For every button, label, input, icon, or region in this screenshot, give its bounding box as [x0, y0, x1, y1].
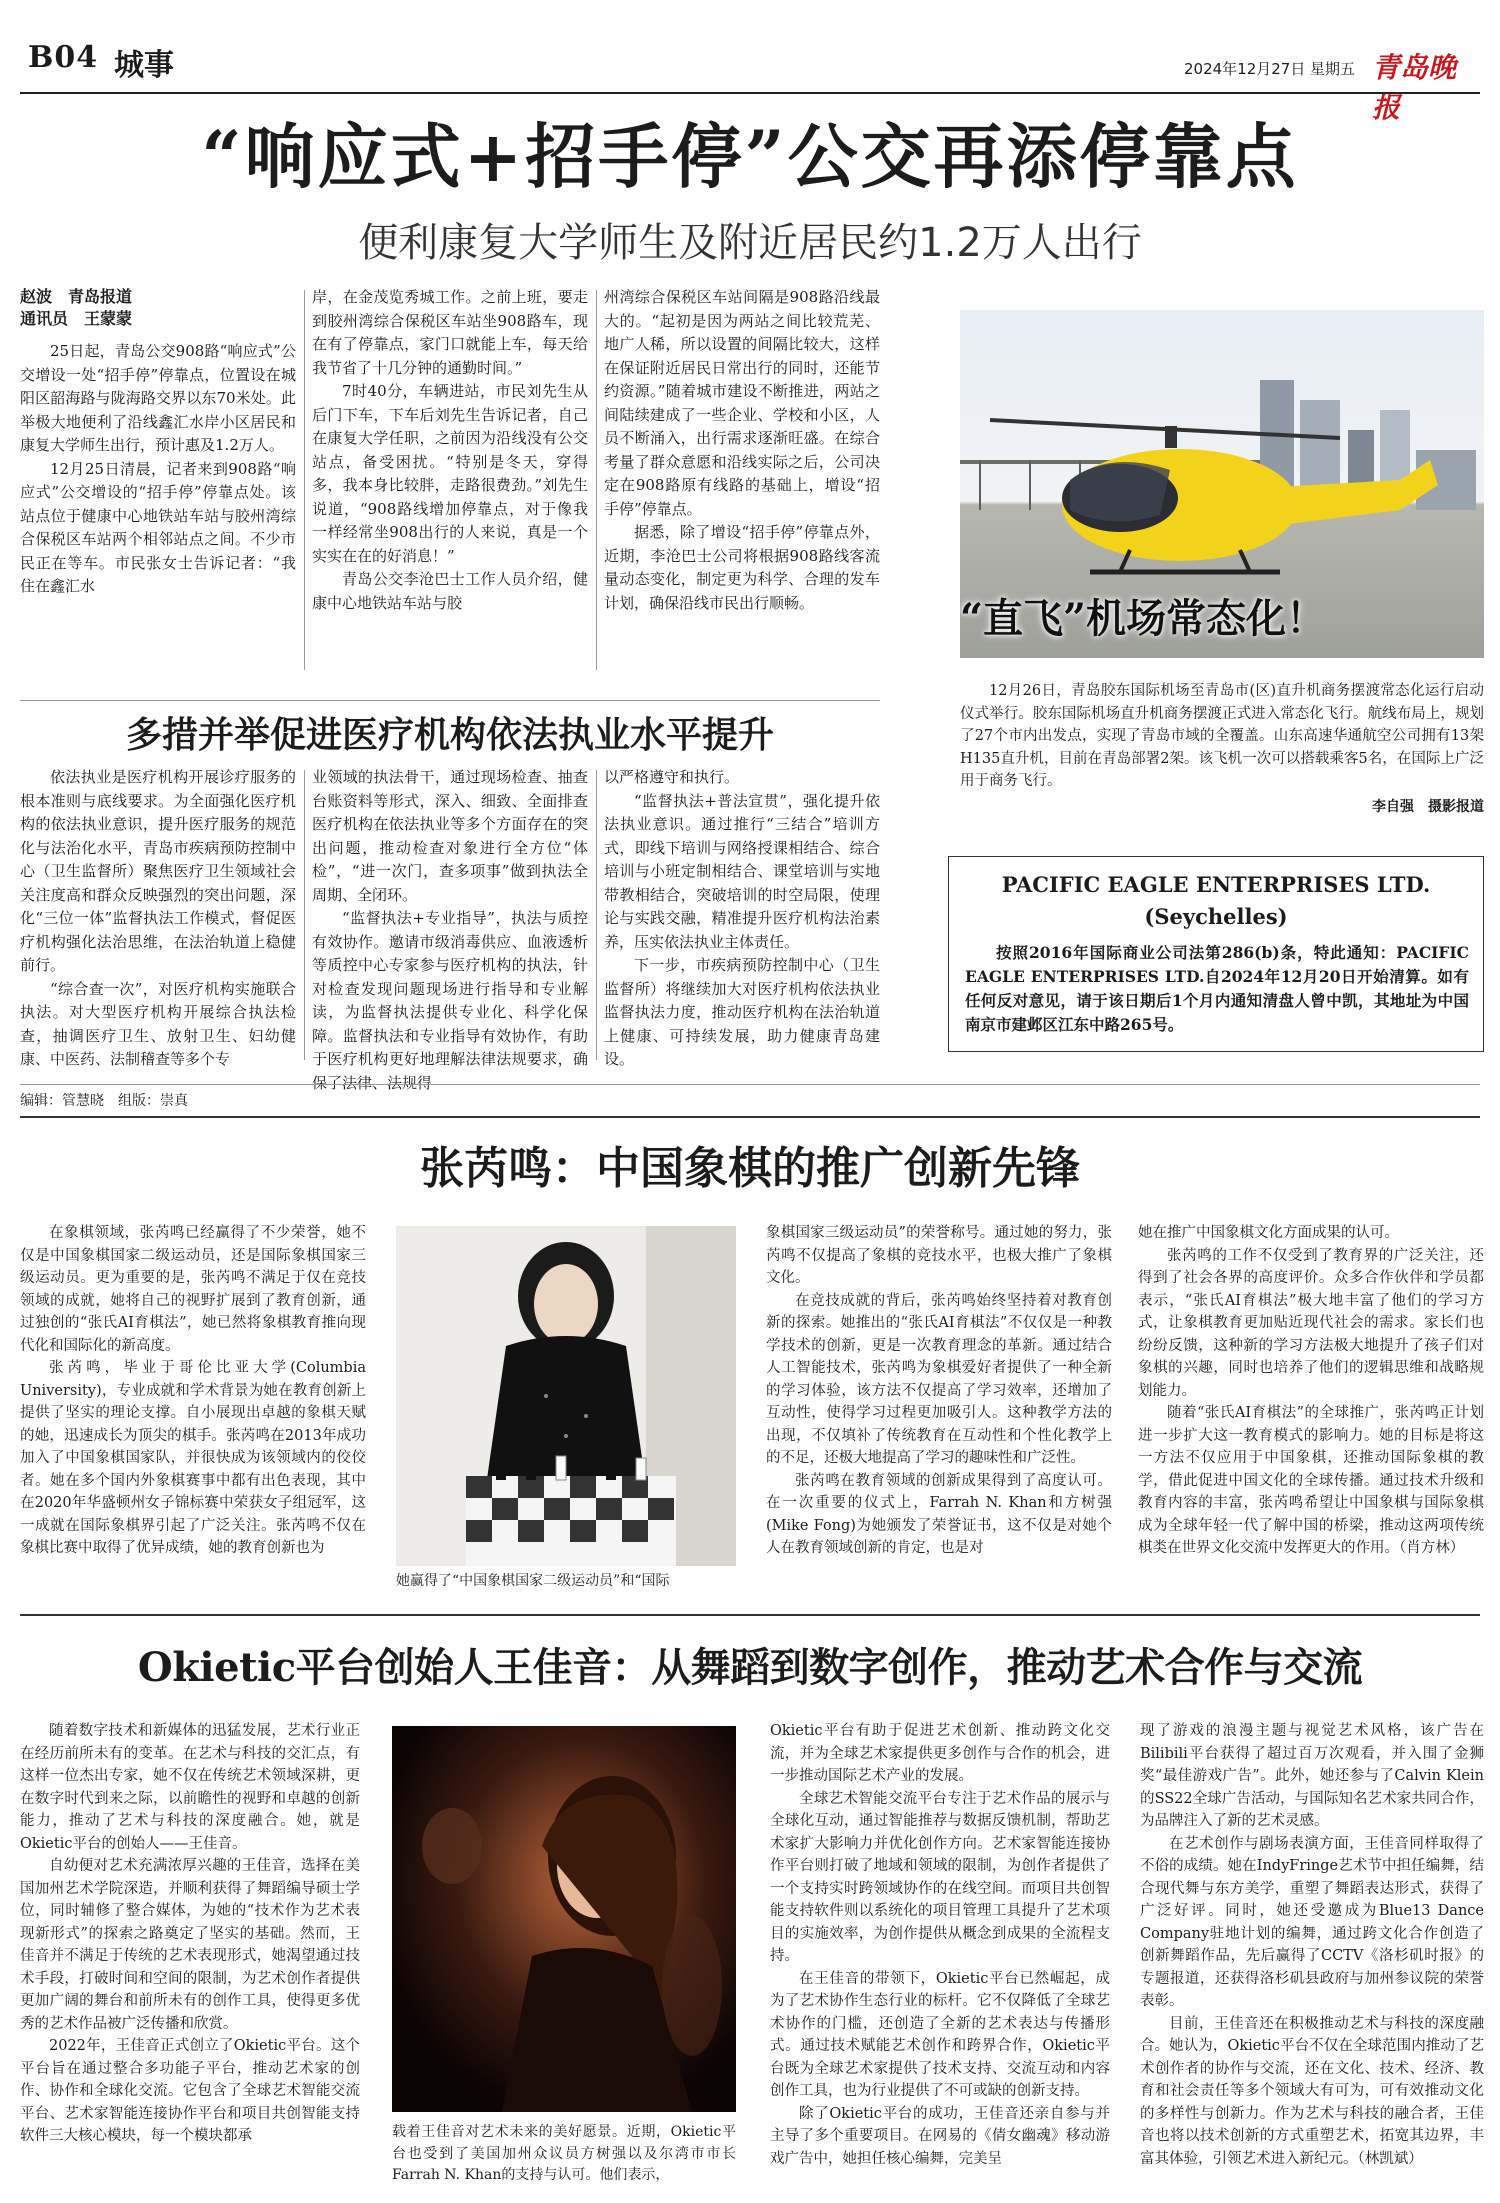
section-rule — [20, 1614, 1480, 1616]
issue-weekday: 星期五 — [1310, 60, 1356, 78]
notice-country: (Seychelles) — [1144, 904, 1288, 929]
story1-byline-reporter: 赵波 青岛报道 — [20, 287, 133, 306]
story3-col3 — [1138, 1222, 1484, 1594]
story1-paragraph: 12月25日清晨，记者来到908路“响应式”公交增设的“招手停”停靠点处。该站点位于健康中心地铁站车站与胶州湾综合保税区车站两个相邻站点之间。不少市民正在等车。市民张女士告诉记者：“我住在鑫汇水 — [20, 459, 296, 595]
page-code: B04 — [28, 40, 99, 75]
story2-paragraph: 以严格遵守和执行。 — [604, 768, 740, 786]
story1-paragraph: 据悉，除了增设“招手停”停靠点外，近期，李沧巴士公司将根据908路线客流量动态变化，制定更为科学、合理的发车计划，确保沿线市民出行顺畅。 — [604, 523, 880, 612]
story4-col2 — [770, 1720, 1110, 2190]
helicopter-photo — [960, 310, 1484, 658]
helicopter-caption: 12月26日，青岛胶东国际机场至青岛市(区)直升机商务摆渡常态化运行启动仪式举行。胶东国际机场直升机商务摆渡正式进入常态化飞行。航线布局上，规划了27个市内出发点，实现了青岛市域的全覆盖。山东高速华通航空公司拥有13架H135直升机，目前在青岛部署2架。该飞机一次可以搭载乘客5名，在国际上广泛用于商务飞行。 — [960, 683, 1484, 789]
story3-paragraph: 张芮鸣的工作不仅受到了教育界的广泛关注，还得到了社会各界的高度评价。众多合作伙伴和学员都表示，“张氏AI育棋法”极大地丰富了他们的学习方式，让象棋教育更加贴近现代社会的需求。家长们也纷纷反馈，这种新的学习方法极大地提升了孩子们对象棋的兴趣，同时也培养了他们的逻辑思维和战略规划能力。 — [1138, 1247, 1484, 1399]
story1-byline-correspondent: 通讯员 王蒙蒙 — [20, 309, 133, 328]
story2-headline: 多措并举促进医疗机构依法执业水平提升 — [125, 714, 774, 756]
column-divider — [304, 290, 305, 670]
story4-paragraph: 全球艺术智能交流平台专注于艺术作品的展示与全球化互动，通过智能推荐与数据反馈机制，帮助艺术家扩大影响力并优化创作方向。艺术家智能连接协作平台则打破了地域和领域的限制，为创作者提供了一个支持实时跨领域协作的在线空间。而项目共创智能支持软件则以系统化的项目管理工具提升了艺术项目的实施效率，为创作提供从概念到成果的全流程支持。 — [770, 1790, 1110, 1964]
story4-col1 — [20, 1720, 360, 2190]
chess-player-photo — [396, 1226, 736, 1566]
story1-subheadline: 便利康复大学师生及附近居民约1.2万人出行 — [358, 220, 1142, 266]
story4-paragraph: Okietic平台有助于促进艺术创新、推动跨文化交流，并为全球艺术家提供更多创作与合作的机会，进一步推动国际艺术产业的发展。 — [770, 1723, 1110, 1784]
section-rule — [20, 700, 880, 701]
story2-paragraph: “综合查一次”，对医疗机构实施联合执法。对大型医疗机构开展综合执法检查，抽调医疗卫生、放射卫生、妇幼健康、中医药、法制稽查等多个专 — [20, 979, 296, 1068]
story4-paragraph: 除了Okietic平台的成功，王佳音还亲自参与并主导了多个重要项目。在网易的《倩女幽魂》移动游戏广告中，她担任核心编舞，完美呈 — [770, 2105, 1110, 2167]
story4-paragraph: 现了游戏的浪漫主题与视觉艺术风格，该广告在Bilibili平台获得了超过百万次观看，并入围了金狮奖“最佳游戏广告”。此外，她还参与了Calvin Klein的SS22全球广告活动，与国际知名艺术家共同合作，为品牌注入了新的艺术灵感。 — [1140, 1723, 1484, 1829]
story3-col2 — [766, 1222, 1112, 1594]
story2-paragraph: 依法执业是医疗机构开展诊疗服务的根本准则与底线要求。为全面强化医疗机构的依法执业意识，提升医疗服务的规范化与法治化水平，青岛市疾病预防控制中心（卫生监督所）聚焦医疗卫生领域社会关注度高和群众反映强烈的突出问题，深化“三位一体”监督执法工作模式，督促医疗机构强化法治思维，在法治轨道上稳健前行。 — [20, 768, 296, 974]
story4-paragraph: 自幼便对艺术充满浓厚兴趣的王佳音，选择在美国加州艺术学院深造，并顺利获得了舞蹈编导硕士学位，同时辅修了整合媒体，为她的“技术作为艺术表现新形式”的探索之路奠定了坚实的基础。然而，王佳音并不满足于传统的艺术表现形式，她渴望通过技术手段，打破时间和空间的限制，为艺术创作者提供更加广阔的舞台和前所未有的创作工具，使得更多优秀的艺术作品被广泛传播和欣赏。 — [20, 1858, 360, 2032]
story3-headline: 张芮鸣：中国象棋的推广创新先锋 — [420, 1143, 1080, 1194]
notice-company: PACIFIC EAGLE ENTERPRISES LTD. — [1001, 872, 1431, 897]
story3-paragraph: 张芮鸣在教育领域的创新成果得到了高度认可。在一次重要的仪式上，Farrah N. Khan和方树强(Mike Fong)为她颁发了荣誉证书，这不仅是对她个人在教育领域创新的肯定，也是对 — [766, 1472, 1112, 1556]
story2-paragraph: 业领域的执法骨干，通过现场检查、抽查台账资料等形式，深入、细致、全面排查医疗机构在依法执业等多个方面存在的突出问题，推动检查对象进行全方位“体检”，“进一次门，查多项事”做到执法全周期、全闭环。 — [312, 768, 588, 904]
story4-paragraph: 目前，王佳音还在积极推动艺术与科技的深度融合。她认为，Okietic平台不仅在全球范围内推动了艺术创作者的协作与交流，还在文化、技术、经济、教育和社会责任等多个领域大有可为，可有效推动文化的多样性与创新力。作为艺术与科技的融合者，王佳音也将以技术创新的方式重塑艺术，拓宽其边界，丰富其体验，引领艺术进入新纪元。（林凯斌） — [1140, 2015, 1484, 2167]
story2-col2 — [312, 766, 588, 1092]
section-rule — [20, 1116, 1480, 1118]
notice-body: 按照2016年国际商业公司法第286(b)条，特此通知：PACIFIC EAGLE ENTERPRISES LTD.自2024年12月20日开始清算。如有任何反对意见，请于该日期后1个月内通知清盘人曾中凯，其地址为中国南京市建邺区江东中路265号。 — [965, 943, 1469, 1034]
issue-date: 2024年12月27日 — [1184, 60, 1306, 78]
story4-headline: Okietic平台创始人王佳音：从舞蹈到数字创作，推动艺术合作与交流 — [137, 1644, 1363, 1691]
story3-paragraph: 象棋国家三级运动员”的荣誉称号。通过她的努力，张芮鸣不仅提高了象棋的竞技水平，也极大推广了象棋文化。 — [766, 1225, 1112, 1286]
helicopter-overlay-title: “直飞”机场常态化！ — [960, 595, 1327, 642]
column-divider — [304, 770, 305, 1060]
story1-col2 — [312, 286, 588, 676]
story4-paragraph: 在王佳音的带领下，Okietic平台已然崛起，成为了艺术协作生态行业的标杆。它不仅降低了全球艺术协作的门槛，还创造了全新的艺术表达与传播形式。通过技术赋能艺术创作和跨界合作，Okietic平台既为全球艺术家提供了技术支持、交流互动和内容创作工具，也为行业提供了不可或缺的创新支持。 — [770, 1970, 1110, 2099]
story4-col3 — [1140, 1720, 1484, 2190]
editor-credits: 编辑：管慧晓 组版：崇真 — [20, 1093, 188, 1109]
story3-paragraph: 在象棋领域，张芮鸣已经赢得了不少荣誉，她不仅是中国象棋国家二级运动员，还是国际象棋国家三级运动员。更为重要的是，张芮鸣不满足于仅在竞技领域的成就，她将自己的视野扩展到了教育创新，通过独创的“张氏AI育棋法”，她已然将象棋教育推向现代化和国际化的新高度。 — [20, 1225, 366, 1354]
column-divider — [596, 290, 597, 670]
masthead-logo: 青岛晚报 — [1372, 51, 1457, 124]
story3-paragraph: 在竞技成就的背后，张芮鸣始终坚持着对教育创新的探索。她推出的“张氏AI育棋法”不仅仅是一种教学技术的创新，更是一次教育理念的革新。通过结合人工智能技术，张芮鸣为象棋爱好者提供了一种全新的学习体验，该方法不仅提高了学习效率，还增加了互动性，使得学习过程更加吸引人。这种教学方法的出现，不仅填补了传统教育在互动性和个性化教学上的不足，还极大地提高了学习的趣味性和广泛性。 — [766, 1292, 1112, 1466]
dancer-photo — [392, 1726, 736, 2112]
story1-paragraph: 7时40分，车辆进站，市民刘先生从后门下车，下车后刘先生告诉记者，自己在康复大学任职，之前因为沿线没有公交站点，备受困扰。“特别是冬天，穿得多，我本身比较胖，走路很费劲。”刘先生说道，“908路线增加停靠点，对于像我一样经常坐908出行的人来说，真是一个实实在在的好消息！” — [312, 382, 588, 565]
story3-col1 — [20, 1222, 366, 1594]
story3-paragraph: 张芮鸣，毕业于哥伦比亚大学(Columbia University)，专业成就和学术背景为她在教育创新上提供了坚实的理论支撑。自小展现出卓越的象棋天赋的她，迅速成长为顶尖的棋手。张芮鸣在2013年成功加入了中国象棋国家队，并很快成为该领域内的佼佼者。她在多个国内外象棋赛事中都有出色表现，其中在2020年华盛顿州女子锦标赛中荣获女子组冠军，这一成就在国际象棋界引起了广泛关注。张芮鸣不仅在象棋比赛中取得了优异成绩，她的教育创新也为 — [20, 1360, 366, 1556]
story2-col3 — [604, 766, 880, 1068]
liquidation-notice — [948, 856, 1484, 1052]
story1-headline: “响应式+招手停”公交再添停靠点 — [201, 115, 1299, 198]
story2-col1 — [20, 766, 296, 1068]
story4-paragraph: 在艺术创作与剧场表演方面，王佳音同样取得了不俗的成绩。她在IndyFringe艺术节中担任编舞，结合现代舞与东方美学，重塑了舞蹈表达形式，获得了广泛好评。同时，她还受邀成为Blue13 Dance Company驻地计划的编舞，通过跨文化合作创造了创新舞蹈作品，先后赢得了CCTV《洛杉矶时报》的专题报道，还获得洛杉矶县政府与加州参议院的荣誉表彰。 — [1140, 1835, 1484, 2009]
story2-paragraph: “监督执法+普法宣贯”，强化提升依法执业意识。通过推行“三结合”培训方式，即线下培训与网络授课相结合、综合培训与小班定制相结合、课堂培训与实地带教相结合，突破培训的时空局限，使理论与实践交融，精准提升医疗机构法治素养，压实依法执业主体责任。 — [604, 791, 880, 951]
header-rule — [20, 92, 1480, 94]
dancer-photo-caption: 载着王佳音对艺术未来的美好愿景。近期，Okietic平台也受到了美国加州众议员方树强以及尔湾市市长Farrah N. Khan的支持与认可。他们表示， — [392, 2124, 736, 2183]
column-divider — [596, 770, 597, 1060]
chess-player-illustration — [396, 1226, 736, 1566]
story3-paragraph: 她在推广中国象棋文化方面成果的认可。 — [1138, 1225, 1399, 1241]
story3-paragraph: 随着“张氏AI育棋法”的全球推广，张芮鸣正计划进一步扩大这一教育模式的影响力。她的目标是将这一方法不仅应用于中国象棋，还推动国际象棋的教学，借此促进中国文化的全球传播。通过技术升级和教育内容的丰富，张芮鸣希望让中国象棋与国际象棋成为全球年轻一代了解中国的桥梁，推动这两项传统棋类在世界文化交流中发挥更大的作用。（肖方林） — [1138, 1405, 1484, 1556]
story1-paragraph: 25日起，青岛公交908路“响应式”公交增设一处“招手停”停靠点，位置设在城阳区韶海路与陇海路交界以东70米处。此举极大地便利了沿线鑫汇水岸小区居民和康复大学师生出行，预计惠及1.2万人。 — [20, 342, 296, 454]
story2-paragraph: 下一步，市疾病预防控制中心（卫生监督所）将继续加大对医疗机构依法执业监督执法力度，推动医疗机构在法治轨道上健康、可持续发展，助力健康青岛建设。 — [604, 956, 880, 1068]
page-header — [28, 38, 1472, 124]
story1-paragraph: 岸，在金茂览秀城工作。之前上班，要走到胶州湾综合保税区车站坐908路车，现在有了停靠点，家门口就能上车，每天给我节省了十几分钟的通勤时间。” — [312, 288, 588, 377]
story2-paragraph: “监督执法+专业指导”，执法与质控有效协作。邀请市级消毒供应、血液透析等质控中心专家参与医疗机构的执法，针对检查发现问题现场进行指导和专业解读，为监督执法提供专业化、科学化保障。监督执法和专业指导有效协作，有助于医疗机构更好地理解法律法规要求，确保了法律、法规得 — [312, 909, 588, 1092]
chess-photo-caption: 她赢得了“中国象棋国家二级运动员”和“国际 — [396, 1573, 670, 1589]
story1-paragraph: 青岛公交李沧巴士工作人员介绍，健康中心地铁站车站与胶 — [312, 570, 588, 612]
section-name: 城事 — [114, 48, 174, 83]
section-rule — [20, 1084, 1480, 1085]
story1-col1 — [20, 286, 296, 676]
story4-paragraph: 随着数字技术和新媒体的迅猛发展，艺术行业正在经历前所未有的变革。在艺术与科技的交汇点，有这样一位杰出专家，她不仅在传统艺术领域深耕，更在数字时代到来之际，以前瞻性的视野和卓越的创新能力，推动了艺术与科技的深度融合。她，就是Okietic平台的创始人——王佳音。 — [20, 1723, 360, 1852]
photo-credit: 李自强 摄影报道 — [1372, 799, 1484, 815]
story4-paragraph: 2022年，王佳音正式创立了Okietic平台。这个平台旨在通过整合多功能子平台，推动艺术家的创作、协作和全球化交流。它包含了全球艺术智能交流平台、艺术家智能连接协作平台和项目共创智能支持软件三大核心模块，每一个模块都承 — [20, 2038, 360, 2144]
story1-col3 — [604, 286, 880, 676]
story1-paragraph: 州湾综合保税区车站间隔是908路沿线最大的。“起初是因为两站之间比较荒芜、地广人稀，所以设置的间隔比较大，这样在保证附近居民日常出行的同时，还能节约资源。”随着城市建设不断推进，两站之间陆续建成了一些企业、学校和小区，人员不断涌入，出行需求逐渐旺盛。在综合考量了群众意愿和沿线实际之后，公司决定在908路原有线路的基础上，增设“招手停”停靠点。 — [604, 288, 880, 518]
dancer-illustration — [392, 1726, 736, 2112]
